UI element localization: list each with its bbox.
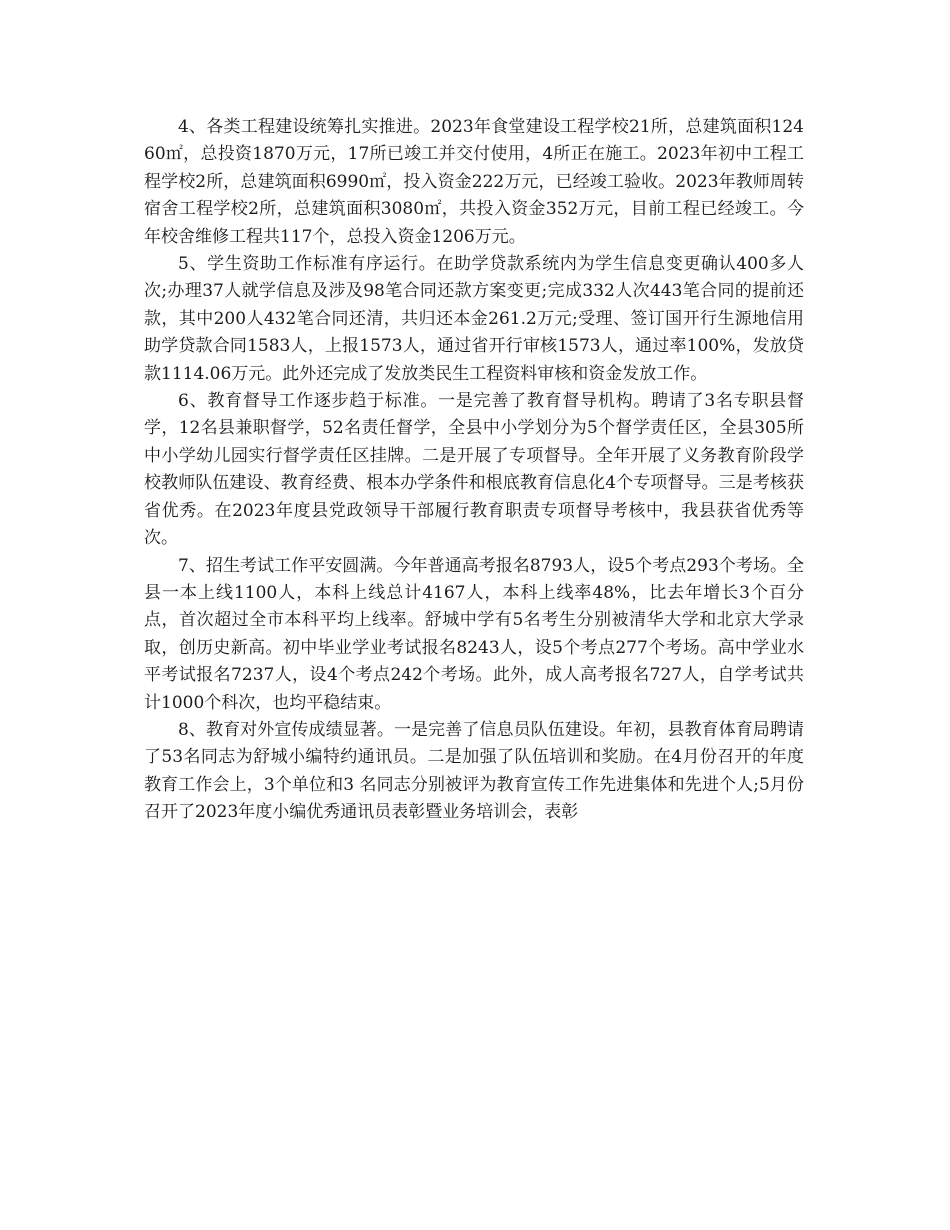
paragraph-engineering-construction: 4、各类工程建设统筹扎实推进。2023年食堂建设工程学校21所，总建筑面积12460㎡，总投资1870万元，17所已竣工并交付使用，4所正在施工。2023年初中工程工程学校2所，总建筑面积6990㎡，投入资金222万元，已经竣工验收。2023年教师周转宿舍工程学校2所，总建筑面积3080㎡，共投入资金352万元，目前工程已经竣工。今年校舍维修工程共117个，总投入资金1206万元。 xyxy=(144,117,804,247)
paragraph-education-supervision: 6、教育督导工作逐步趋于标准。一是完善了教育督导机构。聘请了3名专职县督学，12名县兼职督学，52名责任督学，全县中小学划分为5个督学责任区，全县305所中小学幼儿园实行督学责任区挂牌。二是开展了专项督导。全年开展了义务教育阶段学校教师队伍建设、教育经费、根本办学条件和根底教育信息化4个专项督导。三是考核获省优秀。在2023年度县党政领导干部履行教育职责专项督导考核中，我县获省优秀等次。 xyxy=(144,391,804,549)
paragraph-publicity: 8、教育对外宣传成绩显著。一是完善了信息员队伍建设。年初，县教育体育局聘请了53名同志为舒城小编特约通讯员。二是加强了队伍培训和奖励。在4月份召开的年度教育工作会上，3个单位和3 名同志分别被评为教育宣传工作先进集体和先进个人;5月份召开了2023年度小编优秀通讯员表彰暨业务培训会，表彰 xyxy=(144,719,804,823)
document-page xyxy=(144,114,804,827)
paragraph-enrollment-exams: 7、招生考试工作平安圆满。今年普通高考报名8793人，设5个考点293个考场。全县一本上线1100人，本科上线总计4167人，本科上线率48%，比去年增长3个百分点，首次超过全市本科平均上线率。舒城中学有5名考生分别被清华大学和北京大学录取，创历史新高。初中毕业学业考试报名8243人，设5个考点277个考场。高中学业水平考试报名7237人，设4个考点242个考场。此外，成人高考报名727人，自学考试共计1000个科次，也均平稳结束。 xyxy=(144,555,804,713)
paragraph-student-aid: 5、学生资助工作标准有序运行。在助学贷款系统内为学生信息变更确认400多人次;办理37人就学信息及涉及98笔合同还款方案变更;完成332人次443笔合同的提前还款，其中200人432笔合同还清，共归还本金261.2万元;受理、签订国开行生源地信用助学贷款合同1583人，上报1573人，通过省开行审核1573人，通过率100%，发放贷款1114.06万元。此外还完成了发放类民生工程资料审核和资金发放工作。 xyxy=(144,254,804,384)
